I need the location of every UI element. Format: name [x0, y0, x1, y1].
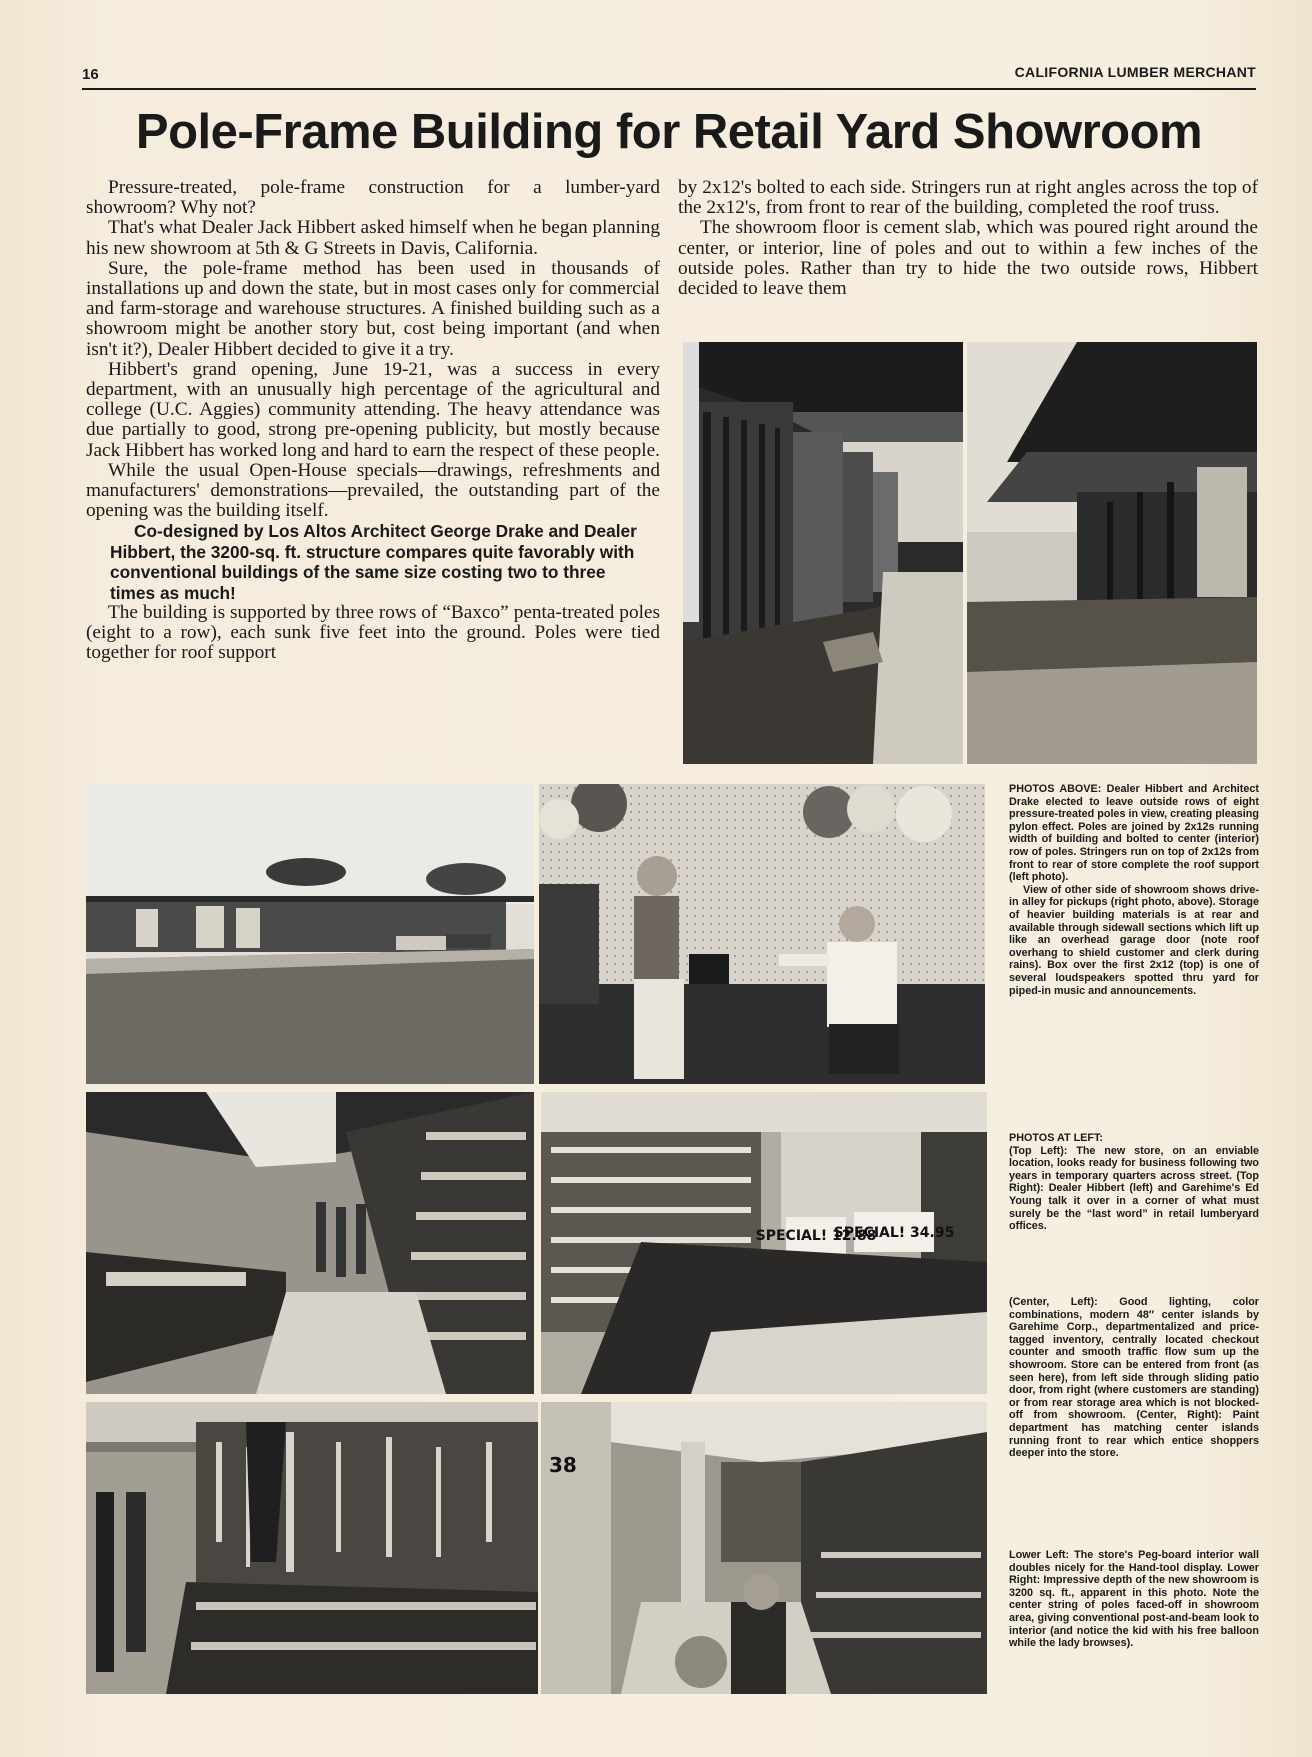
running-head: CALIFORNIA LUMBER MERCHANT	[1014, 64, 1256, 80]
article-title: Pole-Frame Building for Retail Yard Showroom	[135, 105, 1203, 159]
caption-title: PHOTOS ABOVE:	[1009, 783, 1102, 795]
photo-office	[539, 784, 985, 1084]
caption-center	[1009, 1296, 1259, 1460]
paragraph: While the usual Open-House specials—drawings, refreshments and manufacturers' demonstrations—prevailed, the outstanding part of the opening was the building itself.	[86, 459, 660, 522]
caption-text: View of other side of showroom shows drive-in alley for pickups (right photo, above). Storage of heavier building materials is at rear and available through sidewall sections which lift up like an overhead garage door (note roof overhang to shield customer and clerk during rains). Box over the first 2x12 (top) is one of several loudspeakers spotted thru yard for piped-in music and announcements.	[1009, 883, 1259, 997]
photo-paint-department	[541, 1092, 987, 1394]
caption-title: PHOTOS AT LEFT:	[1009, 1132, 1103, 1144]
page-number: 16	[82, 66, 99, 83]
paragraph: The building is supported by three rows of “Baxco” penta-treated poles (eight to a row), each sunk five feet into the ground. Poles were tied together for roof support	[86, 602, 660, 664]
paragraph: Hibbert's grand opening, June 19-21, was a success in every department, with an unusually high percentage of the agricultural and college (U.C. Aggies) community attending. The heavy attendance was due partially to good, strong pre-opening publicity, but mostly because Jack Hibbert has worked long and hard to earn the respect of these people.	[86, 358, 660, 461]
photo-pole-walkway	[683, 342, 963, 764]
caption-photos-at-left	[1009, 1132, 1259, 1233]
caption-text: Dealer Hibbert and Architect Drake elected to leave outside rows of eight pressure-treated poles in view, creating pleasing pylon effect. Poles are joined by 2x12s running width of building and bolted to center (interior) row of poles. Stringers run on top of 2x12s from front to rear of store complete the roof support (left photo).	[1009, 783, 1259, 884]
photo-drive-in-alley	[967, 342, 1257, 764]
caption-text: (Top Left): The new store, on an enviable location, looks ready for business following two years in temporary quarters across street. (Top Right): Dealer Hibbert (left) and Garehime's Ed Young talk it over in a corner of what must surely be the “last word” in retail lumberyard offices.	[1009, 1144, 1259, 1233]
photo-hand-tool-display	[86, 1402, 538, 1694]
caption-text: Lower Left: The store's Peg-board interior wall doubles nicely for the Hand-tool display. Lower Right: Impressive depth of the new showroom is 3200 sq. ft., apparent in this photo. Note the center string of poles faced-off in showroom area, giving conventional post-and-beam look to interior (and notice the kid with his free balloon while the lady browses).	[1009, 1549, 1259, 1650]
sign-special-right: SPECIAL! 34.95	[833, 1225, 955, 1241]
sign-special-left: SPECIAL! 12.88	[755, 1228, 877, 1244]
box-number-label: 38	[549, 1453, 577, 1477]
photo-showroom-aisles	[86, 1092, 534, 1394]
header-rule	[82, 88, 1256, 90]
caption-photos-above	[1009, 783, 1259, 997]
photo-store-exterior	[86, 784, 534, 1084]
caption-text: (Center, Left): Good lighting, color combinations, modern 48″ center islands by Garehime Corp., departmentalized and price-tagged inventory, centrally located checkout counter and smooth traffic flow sum up the showroom. Store can be entered from front (as seen here), from left side through sliding patio door, from right (where customers are standing) or from rear storage area which is not blocked-off from showroom. (Center, Right): Paint department has matching center islands running front to rear which entice shoppers deeper into the store.	[1009, 1296, 1259, 1460]
photo-showroom-depth	[541, 1402, 987, 1694]
paragraph: Pressure-treated, pole-frame construction for a lumber-yard showroom? Why not?	[86, 177, 660, 219]
caption-lower	[1009, 1549, 1259, 1650]
paragraph: The showroom floor is cement slab, which was poured right around the center, or interior, line of poles and out to within a few inches of the outside poles. Rather than try to hide the two outside rows, Hibbert decided to leave them	[678, 217, 1258, 300]
paragraph: That's what Dealer Jack Hibbert asked himself when he began planning his new showroom at 5th & G Streets in Davis, California.	[86, 217, 660, 259]
article-column-right	[678, 178, 1258, 299]
paragraph: Sure, the pole-frame method has been used in thousands of installations up and down the state, but in most cases only for commercial and farm-storage and warehouse structures. A finished building such as a showroom might be another story but, cost being important (and when isn't it?), Dealer Hibbert decided to give it a try.	[86, 257, 660, 360]
callout-paragraph: Co-designed by Los Altos Architect George Drake and Dealer Hibbert, the 3200-sq. ft. structure compares quite favorably with conventional buildings of the same size costing two to three times as much!	[110, 521, 637, 603]
paragraph: by 2x12's bolted to each side. Stringers run at right angles across the top of the 2x12's, from front to rear of the building, completed the roof truss.	[678, 177, 1258, 219]
article-column-left	[86, 178, 660, 664]
